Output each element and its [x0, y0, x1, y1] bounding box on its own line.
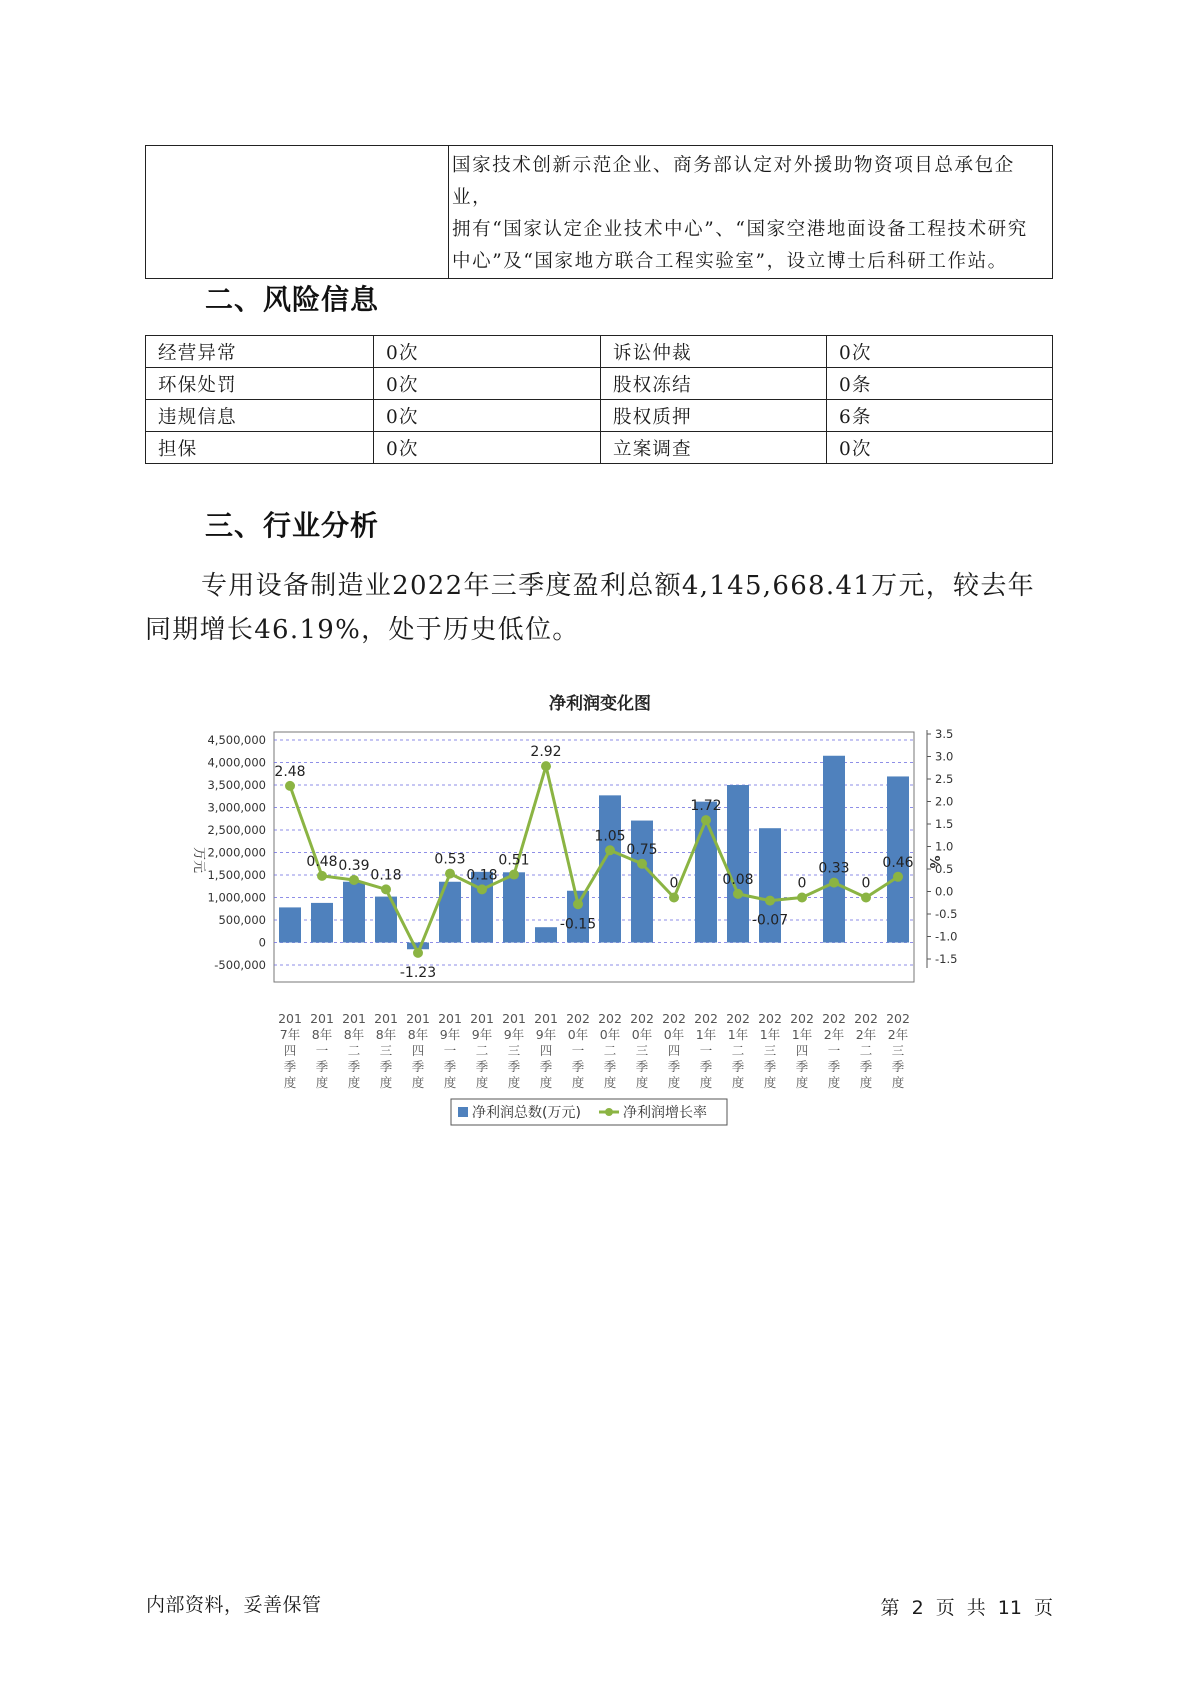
data-label: -1.23: [399, 964, 437, 981]
net-profit-chart: [175, 680, 958, 1140]
x-tick-label: 度: [827, 1075, 841, 1090]
data-label: 0.33: [818, 860, 850, 877]
x-tick-label: 202: [566, 1011, 590, 1026]
section-title-risk: 二、风险信息: [205, 283, 380, 316]
plot-area: [274, 732, 914, 982]
y2-tick-label: -1.5: [935, 952, 958, 966]
data-label: 0: [797, 875, 807, 892]
footer-note: 内部资料，妥善保管: [146, 1594, 322, 1616]
x-tick-label: 202: [822, 1011, 846, 1026]
legend-bar-swatch: [458, 1107, 468, 1117]
x-tick-label: 度: [859, 1075, 873, 1090]
x-tick-label: 201: [310, 1011, 334, 1026]
table-row: [146, 336, 1053, 368]
data-label: 0.18: [466, 867, 498, 884]
growth-point: [573, 899, 583, 909]
x-tick-label: 1年: [759, 1027, 781, 1042]
x-tick-label: 季: [347, 1059, 361, 1074]
x-tick-label: 度: [603, 1075, 617, 1090]
x-tick-label: 8年: [375, 1027, 397, 1042]
y2-tick-label: 1.5: [935, 817, 954, 831]
growth-point: [637, 859, 647, 869]
data-label: -0.07: [751, 912, 789, 929]
x-tick-label: 二: [347, 1043, 361, 1058]
x-tick-label: 度: [475, 1075, 489, 1090]
x-tick-label: 二: [859, 1043, 873, 1058]
risk-value: 0次: [374, 432, 601, 464]
growth-point: [541, 761, 551, 771]
x-tick-label: 202: [790, 1011, 814, 1026]
data-label: 0.75: [626, 841, 658, 858]
y-tick-label: 0: [258, 935, 266, 950]
bar: [343, 882, 365, 943]
risk-value: 0条: [827, 368, 1053, 400]
x-tick-label: 1年: [791, 1027, 813, 1042]
x-tick-label: 9年: [535, 1027, 557, 1042]
x-tick-label: 0年: [631, 1027, 653, 1042]
x-tick-label: 201: [406, 1011, 430, 1026]
x-tick-label: 201: [534, 1011, 558, 1026]
x-tick-label: 季: [795, 1059, 809, 1074]
risk-value: 0次: [374, 400, 601, 432]
x-tick-label: 201: [374, 1011, 398, 1026]
x-tick-label: 度: [891, 1075, 905, 1090]
empty-cell: [146, 146, 449, 279]
data-label: 0.08: [722, 871, 754, 888]
section-title-industry: 三、行业分析: [205, 509, 380, 542]
y2-axis-label: %: [926, 855, 941, 869]
chart-legend: [451, 1099, 727, 1125]
x-tick-label: 季: [827, 1059, 841, 1074]
x-tick-label: 202: [854, 1011, 878, 1026]
x-tick-label: 季: [315, 1059, 329, 1074]
x-tick-label: 度: [699, 1075, 713, 1090]
growth-point: [605, 845, 615, 855]
growth-point: [861, 893, 871, 903]
x-tick-label: 季: [667, 1059, 681, 1074]
honor-line: 拥有“国家认定企业技术中心”、“国家空港地面设备工程技术研究: [452, 219, 1028, 240]
risk-value: 0次: [827, 336, 1053, 368]
x-tick-label: 0年: [567, 1027, 589, 1042]
x-axis-labels: [278, 1011, 910, 1090]
x-tick-label: 1年: [695, 1027, 717, 1042]
x-tick-label: 季: [891, 1059, 905, 1074]
y-tick-label: 4,500,000: [207, 733, 266, 747]
x-tick-label: 季: [859, 1059, 873, 1074]
x-tick-label: 201: [502, 1011, 526, 1026]
y2-tick-label: 0.0: [935, 884, 954, 899]
honor-line: 国家技术创新示范企业、商务部认定对外援助物资项目总承包企业，: [452, 155, 1015, 208]
x-tick-label: 0年: [599, 1027, 621, 1042]
data-label: 2.48: [274, 763, 306, 780]
x-tick-label: 季: [763, 1059, 777, 1074]
growth-point: [765, 896, 775, 906]
bar: [727, 785, 749, 943]
x-tick-label: 度: [507, 1075, 521, 1090]
x-tick-label: 8年: [343, 1027, 365, 1042]
x-tick-label: 8年: [311, 1027, 333, 1042]
y-tick-label: 2,500,000: [207, 823, 266, 837]
y-tick-label: 3,500,000: [207, 778, 266, 792]
bar: [823, 756, 845, 943]
risk-value: 0次: [827, 432, 1053, 464]
x-tick-label: 度: [795, 1075, 809, 1090]
left-axis: [207, 733, 266, 972]
x-tick-label: 一: [699, 1043, 713, 1058]
risk-label: 违规信息: [146, 400, 374, 432]
x-tick-label: 度: [571, 1075, 585, 1090]
x-tick-label: 四: [795, 1043, 809, 1058]
x-tick-label: 202: [726, 1011, 750, 1026]
company-honor-table: [145, 145, 1053, 279]
data-label: 0.18: [370, 867, 402, 884]
x-tick-label: 四: [283, 1043, 297, 1058]
data-label: 0.51: [498, 852, 530, 869]
risk-value: 0次: [374, 368, 601, 400]
table-row: [146, 400, 1053, 432]
y-tick-label: -500,000: [214, 958, 266, 972]
x-tick-label: 0年: [663, 1027, 685, 1042]
growth-point: [669, 893, 679, 903]
risk-label: 立案调查: [601, 432, 827, 464]
right-axis: [927, 727, 957, 968]
x-tick-label: 季: [635, 1059, 649, 1074]
x-tick-label: 季: [507, 1059, 521, 1074]
y-tick-label: 1,000,000: [207, 890, 266, 905]
y2-tick-label: -0.5: [935, 907, 958, 921]
data-label: 0.39: [338, 857, 370, 874]
x-tick-label: 2年: [823, 1027, 845, 1042]
y-tick-label: 3,000,000: [207, 800, 266, 815]
x-tick-label: 度: [379, 1075, 393, 1090]
x-tick-label: 201: [470, 1011, 494, 1026]
x-tick-label: 202: [886, 1011, 910, 1026]
x-tick-label: 202: [662, 1011, 686, 1026]
x-tick-label: 度: [539, 1075, 553, 1090]
bar: [311, 903, 333, 943]
growth-point: [829, 878, 839, 888]
x-tick-label: 7年: [279, 1027, 301, 1042]
x-tick-label: 202: [630, 1011, 654, 1026]
risk-label: 环保处罚: [146, 368, 374, 400]
table-row: [146, 368, 1053, 400]
x-tick-label: 三: [891, 1043, 905, 1058]
x-tick-label: 度: [443, 1075, 457, 1090]
x-tick-label: 度: [763, 1075, 777, 1090]
data-label: 0.48: [306, 853, 338, 870]
growth-point: [413, 948, 423, 958]
bar: [599, 795, 621, 942]
x-tick-label: 度: [731, 1075, 745, 1090]
growth-point: [733, 889, 743, 899]
x-tick-label: 一: [315, 1043, 329, 1058]
x-tick-label: 度: [635, 1075, 649, 1090]
risk-value: 0次: [374, 336, 601, 368]
data-label: 0.46: [882, 854, 914, 871]
legend-bar-label: 净利润总数(万元): [472, 1105, 581, 1121]
growth-point: [445, 869, 455, 879]
growth-point: [349, 875, 359, 885]
y2-tick-label: 3.5: [935, 727, 954, 741]
x-tick-label: 202: [598, 1011, 622, 1026]
x-tick-label: 季: [475, 1059, 489, 1074]
risk-label: 经营异常: [146, 336, 374, 368]
x-tick-label: 季: [283, 1059, 297, 1074]
x-tick-label: 四: [411, 1043, 425, 1058]
y2-tick-label: -1.0: [935, 929, 958, 944]
x-tick-label: 度: [283, 1075, 297, 1090]
x-tick-label: 201: [342, 1011, 366, 1026]
y-tick-label: 500,000: [218, 913, 266, 927]
x-tick-label: 9年: [503, 1027, 525, 1042]
data-label: 2.92: [530, 744, 562, 761]
x-tick-label: 二: [603, 1043, 617, 1058]
x-tick-label: 度: [347, 1075, 361, 1090]
x-tick-label: 三: [635, 1043, 649, 1058]
growth-point: [285, 781, 295, 791]
y2-tick-label: 0.5: [935, 862, 954, 876]
x-tick-label: 8年: [407, 1027, 429, 1042]
y-tick-label: 2,000,000: [207, 845, 266, 860]
growth-point: [797, 893, 807, 903]
x-tick-label: 度: [411, 1075, 425, 1090]
risk-label: 股权质押: [601, 400, 827, 432]
bar: [535, 927, 557, 942]
x-tick-label: 9年: [439, 1027, 461, 1042]
data-label: -0.15: [559, 916, 597, 933]
x-tick-label: 季: [731, 1059, 745, 1074]
x-tick-label: 季: [699, 1059, 713, 1074]
data-label: 1.05: [594, 828, 626, 845]
x-tick-label: 季: [603, 1059, 617, 1074]
risk-label: 担保: [146, 432, 374, 464]
bar: [279, 907, 301, 942]
y2-tick-label: 3.0: [935, 749, 954, 764]
x-tick-label: 一: [827, 1043, 841, 1058]
x-tick-label: 季: [571, 1059, 585, 1074]
x-tick-label: 2年: [855, 1027, 877, 1042]
y-tick-label: 4,000,000: [207, 755, 266, 770]
x-tick-label: 201: [438, 1011, 462, 1026]
risk-table: [145, 335, 1053, 464]
y-axis-label: 万元: [191, 846, 206, 874]
data-label: 0: [861, 875, 871, 892]
x-tick-label: 季: [443, 1059, 457, 1074]
line-series: [274, 744, 913, 981]
growth-point: [893, 872, 903, 882]
growth-point: [317, 871, 327, 881]
honor-line: 中心”及“国家地方联合工程实验室”，设立博士后科研工作站。: [452, 251, 1008, 272]
bar: [631, 821, 653, 943]
x-tick-label: 2年: [887, 1027, 909, 1042]
legend-line-label: 净利润增长率: [623, 1105, 707, 1121]
y2-tick-label: 2.5: [935, 772, 954, 786]
data-label: 0.53: [434, 851, 466, 868]
x-tick-label: 度: [667, 1075, 681, 1090]
risk-value: 6条: [827, 400, 1053, 432]
x-tick-label: 一: [571, 1043, 585, 1058]
growth-point: [477, 884, 487, 894]
x-tick-label: 三: [379, 1043, 393, 1058]
y-tick-label: 1,500,000: [207, 868, 266, 882]
data-label: 1.72: [690, 798, 722, 815]
x-tick-label: 季: [379, 1059, 393, 1074]
x-tick-label: 二: [475, 1043, 489, 1058]
x-tick-label: 季: [411, 1059, 425, 1074]
x-tick-label: 一: [443, 1043, 457, 1058]
growth-point: [509, 870, 519, 880]
risk-label: 股权冻结: [601, 368, 827, 400]
growth-point: [381, 884, 391, 894]
x-tick-label: 度: [315, 1075, 329, 1090]
legend-line-marker: [605, 1108, 613, 1116]
x-tick-label: 202: [758, 1011, 782, 1026]
bar: [503, 872, 525, 942]
growth-point: [701, 815, 711, 825]
industry-paragraph: 专用设备制造业2022年三季度盈利总额4,145,668.41万元，较去年同期增长46.19%，处于历史低位。: [145, 571, 1035, 645]
x-tick-label: 201: [278, 1011, 302, 1026]
x-tick-label: 三: [763, 1043, 777, 1058]
x-tick-label: 四: [667, 1043, 681, 1058]
x-tick-label: 9年: [471, 1027, 493, 1042]
page-number: 第 2 页 共 11 页: [880, 1597, 1053, 1619]
x-tick-label: 三: [507, 1043, 521, 1058]
x-tick-label: 二: [731, 1043, 745, 1058]
data-label: 0: [669, 875, 679, 892]
y2-tick-label: 2.0: [935, 794, 954, 809]
risk-label: 诉讼仲裁: [601, 336, 827, 368]
table-row: [146, 432, 1053, 464]
chart-title: 净利润变化图: [549, 694, 651, 714]
x-tick-label: 202: [694, 1011, 718, 1026]
honor-text-cell: [449, 146, 1053, 279]
x-tick-label: 四: [539, 1043, 553, 1058]
x-tick-label: 季: [539, 1059, 553, 1074]
x-tick-label: 1年: [727, 1027, 749, 1042]
y2-tick-label: 1.0: [935, 839, 954, 854]
